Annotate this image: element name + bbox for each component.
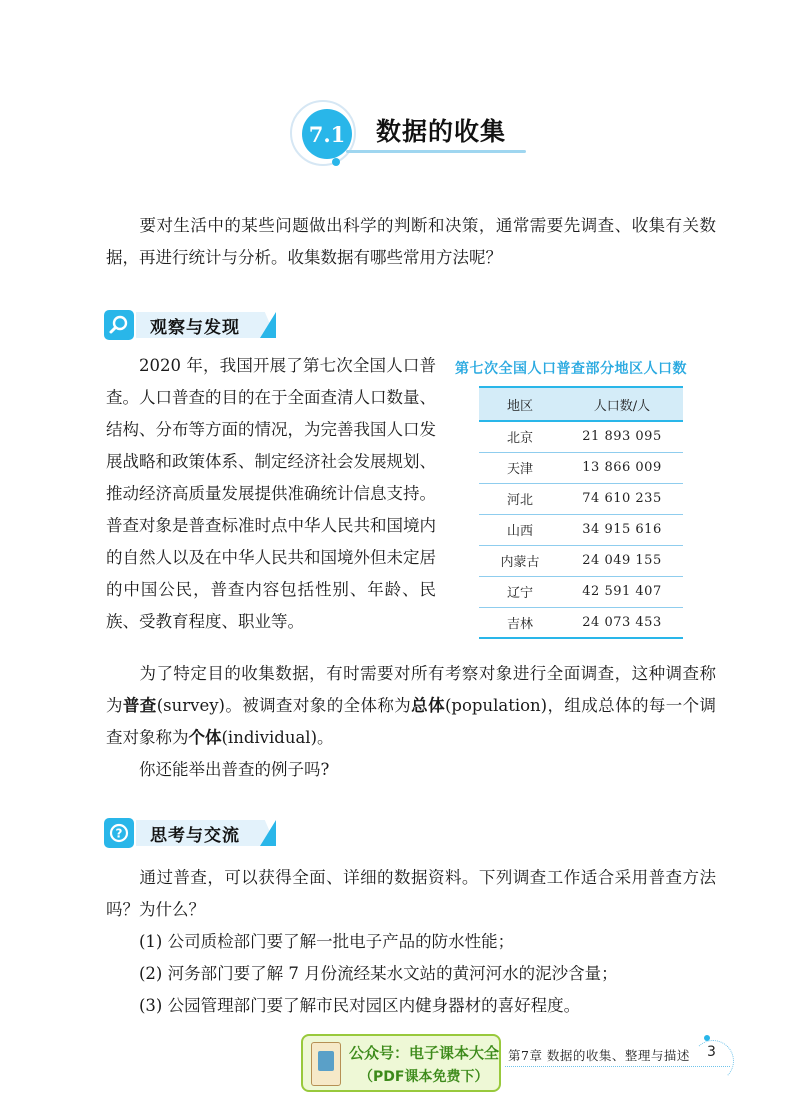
population-table xyxy=(479,386,683,639)
population-cell: 24 049 155 xyxy=(561,545,683,576)
region-cell: 天津 xyxy=(479,452,561,483)
table-row xyxy=(479,607,683,638)
term-individual: 个体 xyxy=(188,728,222,747)
section-underline xyxy=(346,150,526,153)
table-row xyxy=(479,452,683,483)
region-cell: 辽宁 xyxy=(479,576,561,607)
chapter-footer: 第7章 数据的收集、整理与描述 xyxy=(508,1048,690,1063)
table-title: 第七次全国人口普查部分地区人口数 xyxy=(455,361,687,377)
watermark xyxy=(301,1034,501,1092)
think-text: 通过普查，可以获得全面、详细的数据资料。下列调查工作适合采用普查方法吗？为什么？ xyxy=(106,868,716,919)
observe-label: 观察与发现 xyxy=(150,318,240,338)
table-row xyxy=(479,421,683,452)
population-cell: 74 610 235 xyxy=(561,483,683,514)
magnifier-icon xyxy=(104,310,134,340)
table-row xyxy=(479,514,683,545)
section-header xyxy=(286,92,536,168)
population-cell: 34 915 616 xyxy=(561,514,683,545)
definition-text-d: (individual)。 xyxy=(221,728,334,747)
definition-text-c: (population)，组成总体的每一个调查对象称为 xyxy=(106,696,717,747)
question-text: 你还能举出普查的例子吗? xyxy=(139,760,330,779)
think-label: 思考与交流 xyxy=(150,826,240,846)
footer-dot xyxy=(704,1035,710,1041)
definition-text-a: 为了特定目的收集数据，有时需要对所有考察对象进行全面调查，这种调查称为 xyxy=(106,664,716,715)
definition-text-b: (survey)。被调查对象的全体称为 xyxy=(156,696,412,715)
column-header-population: 人口数/人 xyxy=(561,387,683,421)
list-item: (1) 公司质检部门要了解一批电子产品的防水性能； xyxy=(139,932,515,951)
region-cell: 山西 xyxy=(479,514,561,545)
section-badge xyxy=(290,100,356,166)
svg-text:?: ? xyxy=(115,826,123,841)
page-number: 3 xyxy=(707,1044,716,1060)
population-cell: 24 073 453 xyxy=(561,607,683,638)
population-cell: 13 866 009 xyxy=(561,452,683,483)
section-number: 7.1 xyxy=(302,109,352,159)
discussion-icon xyxy=(104,818,134,848)
watermark-line1: 公众号：电子课本大全 xyxy=(349,1044,500,1062)
population-cell: 42 591 407 xyxy=(561,576,683,607)
section-title: 数据的收集 xyxy=(376,117,507,146)
definition-paragraph xyxy=(106,658,716,754)
think-list xyxy=(106,926,716,1022)
section-dot xyxy=(332,158,340,166)
population-cell: 21 893 095 xyxy=(561,421,683,452)
observe-text: 2020 年，我国开展了第七次全国人口普查。人口普查的目的在于全面查清人口数量、结构、分布等方面的情况，为完善我国人口发展战略和政策体系、制定经济社会发展规划、推动经济高质量发展提供准确统计信息支持。普查对象是普查标准时点中华人民共和国境内的自然人以及在中华人民共和国境外但未定居的中国公民，普查内容包括性别、年龄、民族、受教育程度、职业等。 xyxy=(106,356,436,631)
watermark-line2: （PDF课本免费下） xyxy=(359,1069,489,1085)
table-row xyxy=(479,483,683,514)
region-cell: 北京 xyxy=(479,421,561,452)
list-item: (2) 河务部门要了解 7 月份流经某水文站的黄河河水的泥沙含量； xyxy=(139,964,618,983)
think-paragraph xyxy=(106,862,716,926)
intro-paragraph xyxy=(106,210,716,274)
table-row xyxy=(479,576,683,607)
think-banner xyxy=(104,818,284,848)
question-paragraph xyxy=(106,754,716,786)
column-header-region: 地区 xyxy=(479,387,561,421)
term-survey: 普查 xyxy=(122,696,157,715)
list-item: (3) 公园管理部门要了解市民对园区内健身器材的喜好程度。 xyxy=(139,996,581,1015)
term-population: 总体 xyxy=(411,696,445,715)
table-row xyxy=(479,545,683,576)
intro-text: 要对生活中的某些问题做出科学的判断和决策，通常需要先调查、收集有关数据，再进行统计与分析。收集数据有哪些常用方法呢？ xyxy=(106,216,716,267)
region-cell: 内蒙古 xyxy=(479,545,561,576)
observe-banner xyxy=(104,310,284,340)
table-header-row xyxy=(479,387,683,421)
observe-paragraph xyxy=(106,350,436,638)
region-cell: 河北 xyxy=(479,483,561,514)
region-cell: 吉林 xyxy=(479,607,561,638)
watermark-logo-icon xyxy=(311,1042,341,1086)
